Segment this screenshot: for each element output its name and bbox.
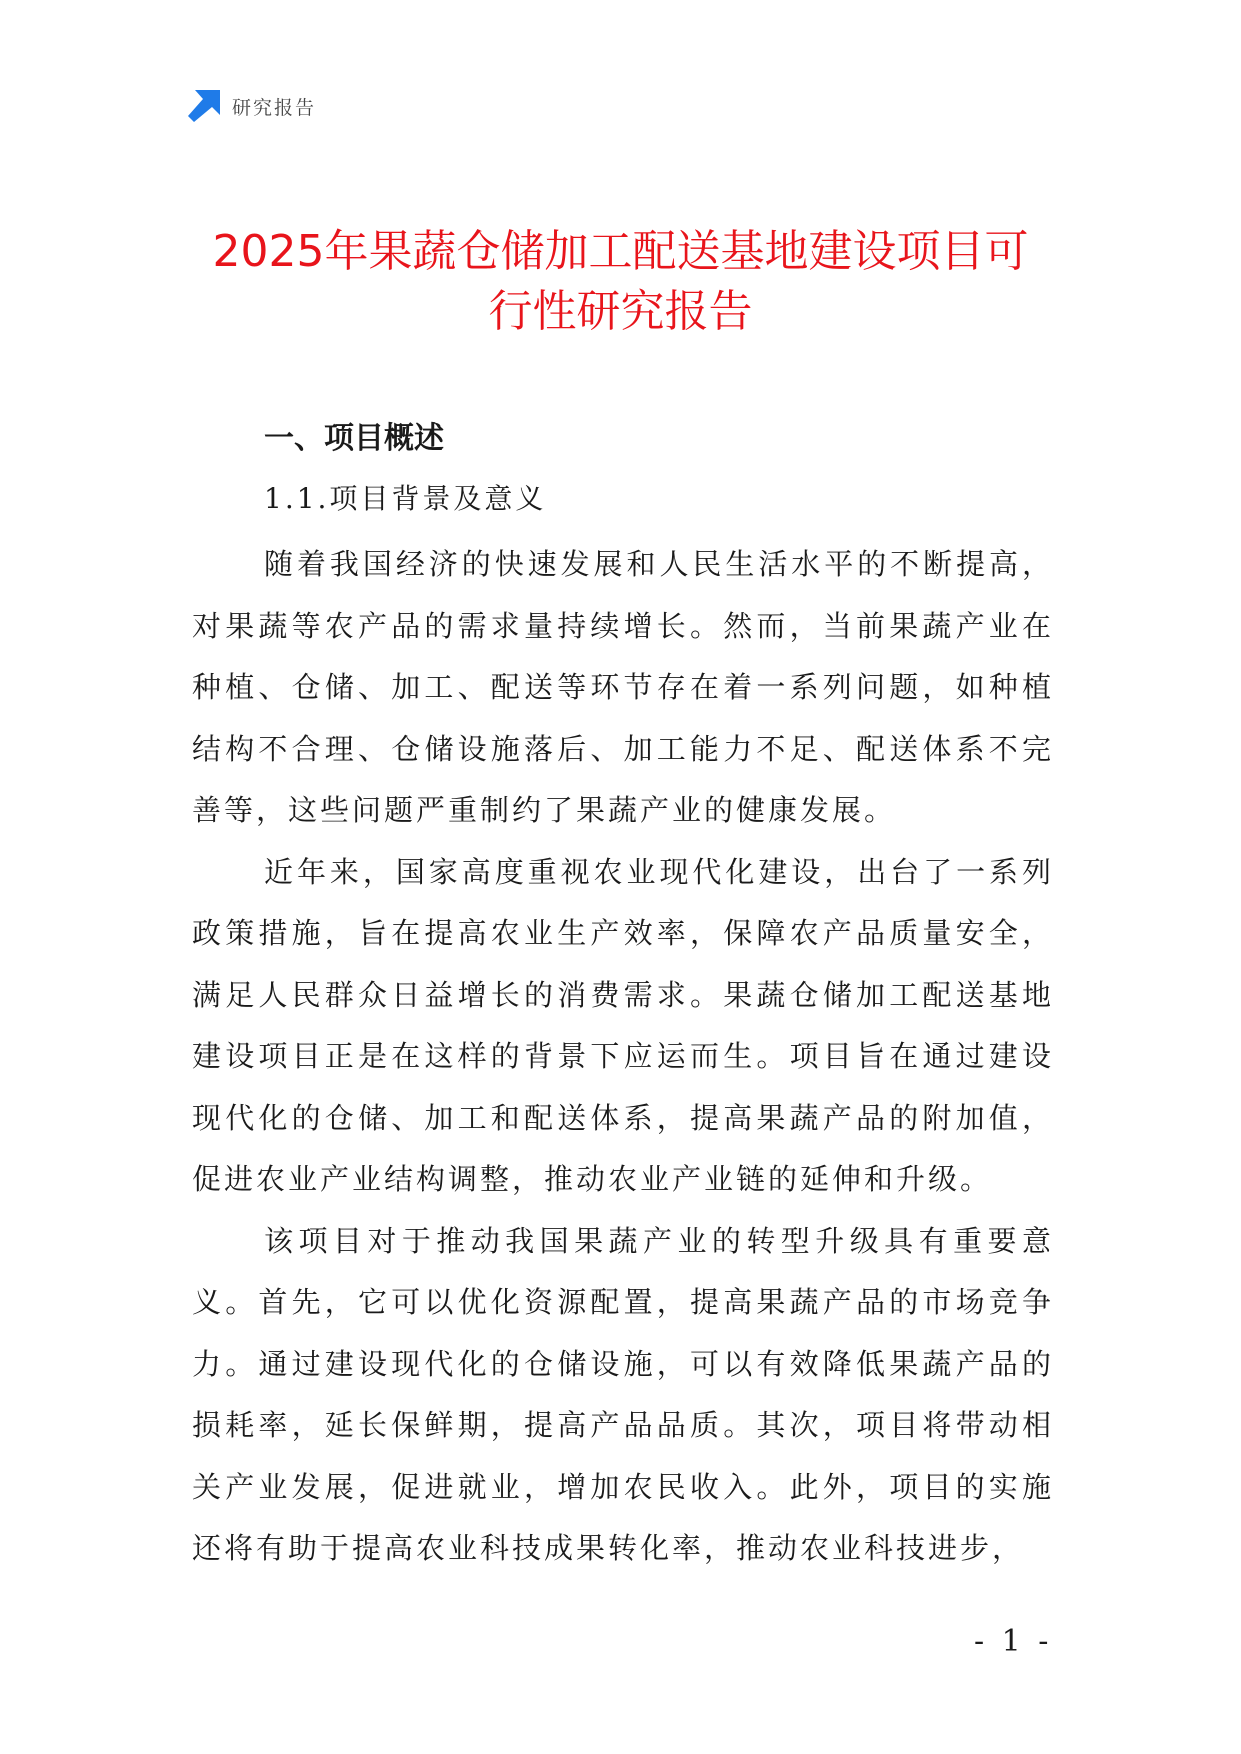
document-title: [120, 222, 1121, 342]
header-label: 研究报告: [232, 96, 317, 119]
title-line-1: 2025年果蔬仓储加工配送基地建设项目可: [212, 226, 1029, 277]
body-paragraph-3: 该项目对于推动我国果蔬产业的转型升级具有重要意义。首先，它可以优化资源配置，提高果蔬产品的市场竞争力。通过建设现代化的仓储设施，可以有效降低果蔬产品的损耗率，延长保鲜期，提高产品品质。其次，项目将带动相关产业发展，促进就业，增加农民收入。此外，项目的实施还将有助于提高农业科技成果转化率，推动农业科技进步，: [192, 1223, 1054, 1565]
document-body: [192, 414, 1054, 1580]
section-heading: 一、项目概述: [264, 421, 444, 456]
document-header: [188, 88, 316, 124]
title-line-2: 行性研究报告: [488, 286, 753, 337]
body-paragraph-2: 近年来，国家高度重视农业现代化建设，出台了一系列政策措施，旨在提高农业生产效率，保障农产品质量安全，满足人民群众日益增长的消费需求。果蔬仓储加工配送基地建设项目正是在这样的背景下应运而生。项目旨在通过建设现代化的仓储、加工和配送体系，提高果蔬产品的附加值，促进农业产业结构调整，推动农业产业链的延伸和升级。: [192, 854, 1054, 1196]
page-number: - 1 -: [974, 1624, 1053, 1659]
subsection-heading: 1.1.项目背景及意义: [264, 482, 547, 515]
body-paragraph-1: 随着我国经济的快速发展和人民生活水平的不断提高，对果蔬等农产品的需求量持续增长。然而，当前果蔬产业在种植、仓储、加工、配送等环节存在着一系列问题，如种植结构不合理、仓储设施落后、加工能力不足、配送体系不完善等，这些问题严重制约了果蔬产业的健康发展。: [192, 547, 1054, 827]
arrow-up-right-icon: [188, 90, 220, 122]
